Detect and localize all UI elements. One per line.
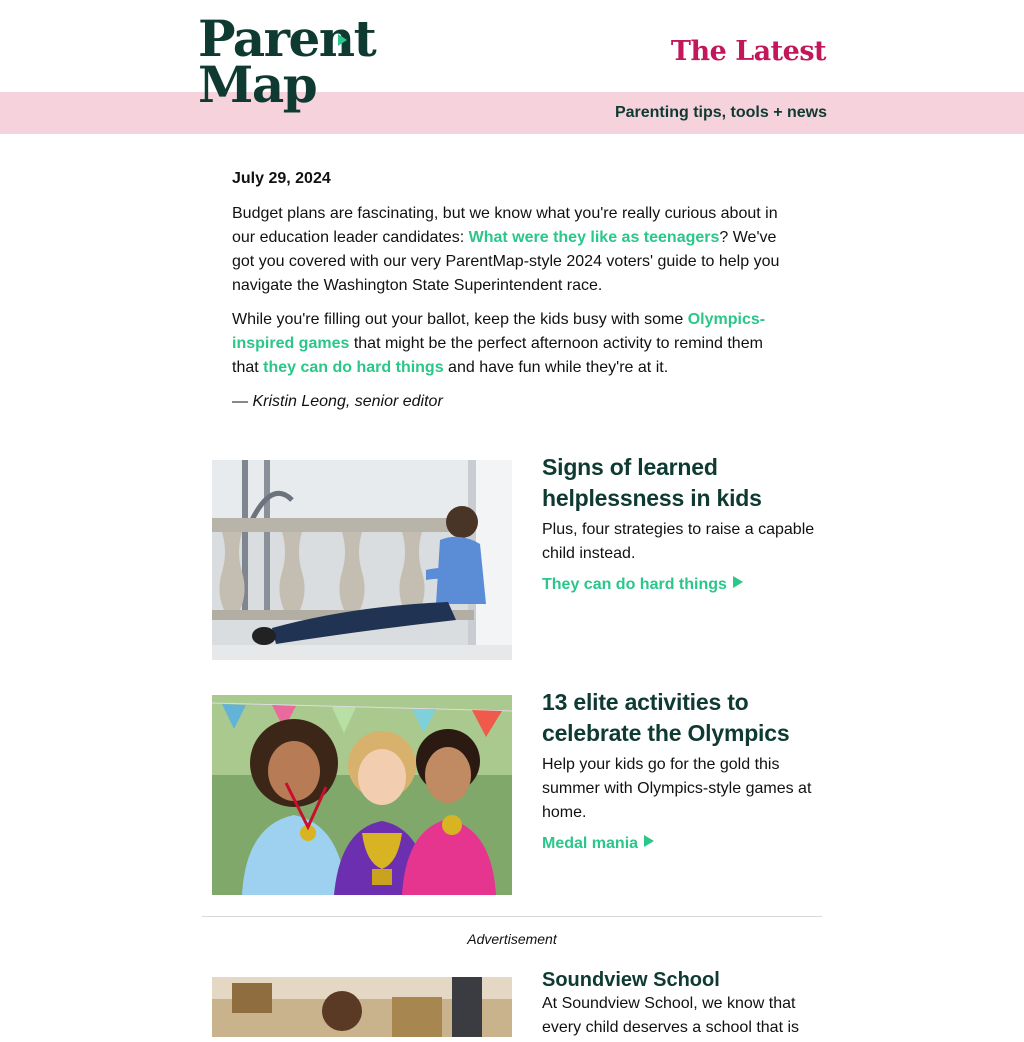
logo-line-1: Parent bbox=[198, 9, 376, 68]
intro-text: that might be the perfect afternoon activity to remind them that bbox=[232, 335, 763, 376]
article-text bbox=[542, 687, 824, 853]
play-arrow-icon bbox=[733, 576, 743, 588]
article-title[interactable]: Signs of learned helplessness in kids bbox=[542, 454, 762, 511]
cta-label: They can do hard things bbox=[542, 576, 727, 593]
intro-text: and have fun while they're at it. bbox=[443, 359, 669, 376]
logo-line-2: Map bbox=[198, 55, 317, 114]
ad-title[interactable]: Soundview School bbox=[542, 969, 720, 991]
article-title[interactable]: 13 elite activities to celebrate the Olympics bbox=[542, 689, 790, 746]
play-triangle-icon bbox=[338, 34, 347, 46]
girls-with-medals-illustration bbox=[212, 695, 512, 895]
hard-things-link[interactable]: they can do hard things bbox=[263, 359, 444, 376]
tagline: Parenting tips, tools + news bbox=[614, 104, 827, 121]
section-divider bbox=[202, 916, 822, 917]
article-cta-link[interactable] bbox=[542, 835, 654, 853]
ad-description: At Soundview School, we know that every child deserves a school that is bbox=[542, 995, 800, 1036]
boy-sitting-illustration bbox=[212, 460, 512, 660]
header bbox=[0, 0, 1024, 92]
cta-label: Medal mania bbox=[542, 835, 639, 852]
teenagers-link[interactable]: What were they like as teenagers bbox=[468, 229, 720, 246]
section-title: The Latest bbox=[670, 36, 826, 67]
advertisement-label: Advertisement bbox=[467, 931, 557, 947]
advertisement-card bbox=[212, 968, 822, 1036]
article-cta-link[interactable] bbox=[542, 576, 743, 594]
intro-text: ? We've got you covered with our very ParentMap-style 2024 voters' guide to help you navigate the Washington State Superintendent race. bbox=[232, 229, 780, 294]
ad-text bbox=[542, 968, 824, 1040]
tagline-band bbox=[0, 92, 1024, 134]
article-description: Help your kids go for the gold this summer with Olympics-style games at home. bbox=[542, 756, 812, 821]
intro-paragraph-2 bbox=[232, 308, 792, 380]
article-text bbox=[542, 452, 824, 594]
ad-image-classroom[interactable] bbox=[212, 977, 512, 1037]
olympics-games-link[interactable]: Olympics-inspired games bbox=[232, 311, 766, 352]
editor-intro bbox=[232, 170, 792, 414]
intro-text: While you're filling out your ballot, keep the kids busy with some bbox=[232, 311, 688, 328]
intro-paragraph-1 bbox=[232, 202, 792, 298]
editor-signature: — Kristin Leong, senior editor bbox=[232, 393, 443, 410]
intro-text: Budget plans are fascinating, but we know what you're really curious about in our education leader candidates: bbox=[232, 205, 778, 246]
issue-date: July 29, 2024 bbox=[232, 170, 331, 187]
play-arrow-icon bbox=[644, 835, 654, 847]
article-image-girls-medals[interactable] bbox=[212, 695, 512, 895]
article-image-boy[interactable] bbox=[212, 460, 512, 660]
classroom-illustration bbox=[212, 977, 512, 1037]
article-description: Plus, four strategies to raise a capable child instead. bbox=[542, 521, 815, 562]
parentmap-logo[interactable] bbox=[198, 9, 376, 120]
